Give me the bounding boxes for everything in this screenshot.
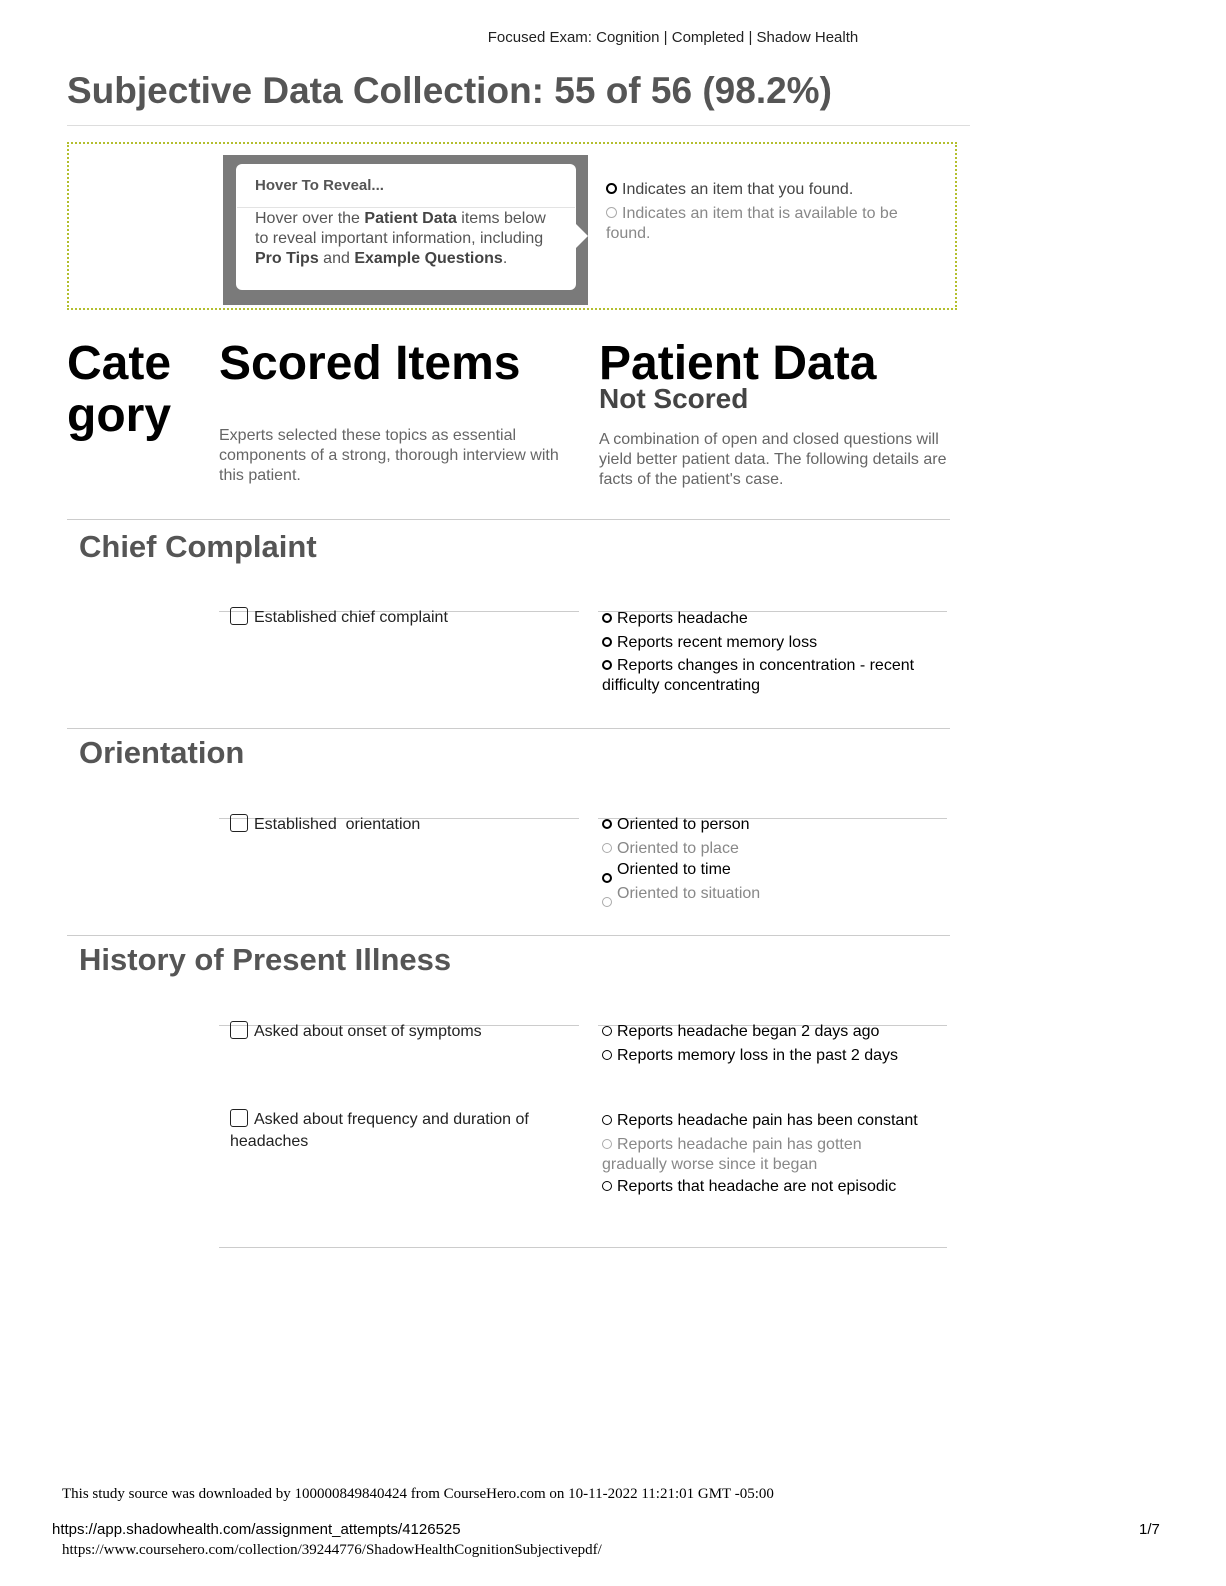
page-number: 1/7 [1139,1521,1160,1538]
found-circle-icon [606,183,617,194]
patient-data-item[interactable]: Oriented to situation [602,884,947,904]
patient-data-item[interactable]: Oriented to time [602,860,947,880]
tip-title: Hover To Reveal... [255,177,384,194]
column-category-heading: Cate gory [67,337,172,442]
patient-data-item[interactable]: Reports headache [602,609,947,629]
patient-data-item[interactable]: Reports recent memory loss [602,633,947,653]
found-circle-icon [602,660,612,670]
legend-found [606,180,853,200]
scored-item: Asked about onset of symptoms [230,1021,580,1043]
section-title-orientation: Orientation [79,735,245,770]
found-circle-icon [602,1026,612,1036]
patient-data-item[interactable]: Reports headache began 2 days ago [602,1022,947,1042]
patient-data-item[interactable]: Reports memory loss in the past 2 days [602,1046,947,1066]
tip-divider [237,207,575,208]
tip-arrow-icon [575,223,588,249]
found-circle-icon [602,1181,612,1191]
column-scored-heading: Scored Items [219,337,521,390]
patient-data-item[interactable]: Reports headache pain has gotten gradually worse since it began [602,1136,862,1173]
checkbox-icon[interactable] [230,1109,248,1127]
found-circle-icon [602,613,612,623]
page-title: Subjective Data Collection: 55 of 56 (98.2%) [67,70,832,111]
available-circle-icon [602,897,612,907]
section-divider [67,935,950,936]
available-circle-icon [602,1139,612,1149]
scored-item: Asked about frequency and duration of headaches [230,1109,575,1153]
coursehero-url[interactable]: https://www.coursehero.com/collection/39244776/ShadowHealthCognitionSubjectivepdf/ [62,1542,602,1558]
page-url[interactable]: https://app.shadowhealth.com/assignment_attempts/4126525 [52,1521,461,1538]
found-circle-icon [602,873,612,883]
column-scored-description: Experts selected these topics as essential components of a strong, thorough interview with this patient. [219,427,559,484]
checkbox-icon[interactable] [230,1021,248,1039]
patient-data-item[interactable]: Oriented to person [602,815,947,835]
study-source-notice: This study source was downloaded by 100000849840424 from CourseHero.com on 10-11-2022 11:21:01 GMT -05:00 [62,1486,774,1502]
available-circle-icon [606,207,617,218]
found-circle-icon [602,1050,612,1060]
legend-available [606,204,936,244]
section-title-chief-complaint: Chief Complaint [79,529,317,564]
column-patient-subheading: Not Scored [599,383,749,414]
patient-data-item[interactable]: Oriented to place [602,839,947,859]
section-title-history-of-present-illness: History of Present Illness [79,942,452,977]
found-circle-icon [602,637,612,647]
item-divider [219,1247,947,1248]
patient-data-item[interactable]: Reports headache pain has been constant [602,1111,947,1131]
column-patient-heading: Patient Data [599,337,877,390]
title-divider [67,125,970,126]
column-patient-description: A combination of open and closed questions will yield better patient data. The following details are facts of the patient's case. [599,431,947,488]
scored-item: Established chief complaint [230,607,580,629]
page-header: Focused Exam: Cognition | Completed | Shadow Health [487,29,859,46]
legend-found-text: Indicates an item that you found. [622,181,854,198]
found-circle-icon [602,1115,612,1125]
patient-data-item[interactable]: Reports changes in concentration - recent difficulty concentrating [602,657,915,694]
found-circle-icon [602,819,612,829]
scored-item: Established orientation [230,814,580,836]
legend-available-text: Indicates an item that is available to be found. [606,205,898,242]
tip-body: Hover over the Patient Data items below to reveal important information, including Pro Tips and Example Questions. [255,210,546,267]
patient-data-item[interactable]: Reports that headache are not episodic [602,1177,947,1197]
section-divider [67,728,950,729]
checkbox-icon[interactable] [230,607,248,625]
available-circle-icon [602,843,612,853]
section-divider [67,519,950,520]
checkbox-icon[interactable] [230,814,248,832]
